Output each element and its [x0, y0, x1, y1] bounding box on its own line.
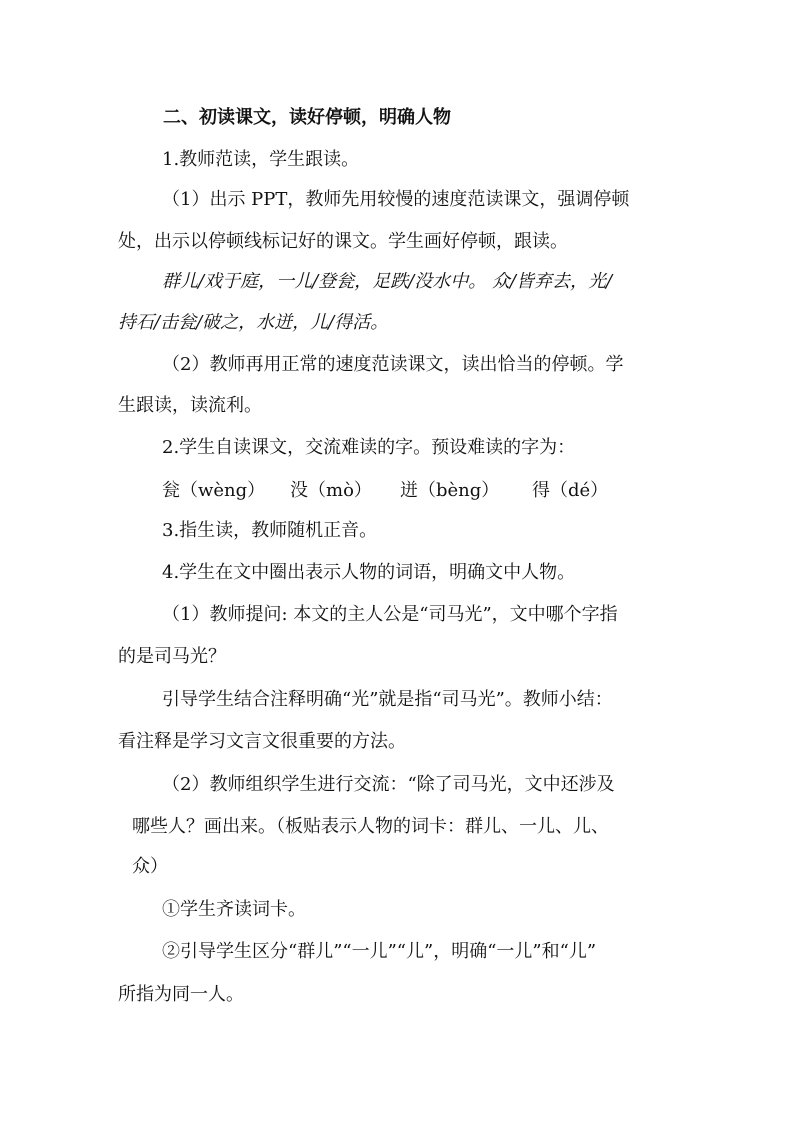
pinyin-item: 得（dé） — [532, 480, 609, 501]
paragraph-line: 众） — [132, 856, 168, 877]
paragraph-line: （2）教师组织学生进行交流：“除了司马光，文中还涉及 — [162, 774, 615, 795]
paragraph-line: 所指为同一人。 — [118, 984, 244, 1005]
paragraph-line: 3.指生读，教师随机正音。 — [162, 520, 378, 541]
classical-text-line: 群儿/戏于庭，一儿/登瓮，足跌/没水中。 众/皆弃去，光/ — [162, 271, 613, 292]
paragraph-line: 哪些人？画出来。（板贴表示人物的词卡：群儿、一儿、儿、 — [132, 816, 609, 837]
paragraph-line: 2.学生自读课文，交流难读的字。预设难读的字为： — [162, 437, 576, 458]
paragraph-line: 的是司马光？ — [118, 646, 226, 667]
paragraph-line: 生跟读，读流利。 — [118, 395, 262, 416]
classical-text-line: 持石/击瓮/破之，水迸，儿/得活。 — [118, 312, 389, 333]
list-item: ②引导学生区分“群儿”“一儿”“儿”，明确“一儿”和“儿” — [162, 941, 597, 962]
paragraph-line: 引导学生结合注释明确“光”就是指“司马光”。教师小结： — [162, 689, 613, 710]
section-heading: 二、初读课文，读好停顿，明确人物 — [163, 107, 451, 128]
pinyin-item: 瓮（wèng） — [162, 480, 266, 501]
pinyin-item: 没（mò） — [290, 480, 372, 501]
pinyin-item: 迸（bèng） — [400, 480, 500, 501]
paragraph-line: 4.学生在文中圈出表示人物的词语，明确文中人物。 — [162, 562, 576, 583]
paragraph-line: （1）教师提问: 本文的主人公是“司马光”，文中哪个字指 — [162, 604, 618, 625]
paragraph-line: （1）出示 PPT，教师先用较慢的速度范读课文，强调停顿 — [162, 189, 630, 210]
list-item: ①学生齐读词卡。 — [162, 899, 306, 920]
paragraph-line: 看注释是学习文言文很重要的方法。 — [118, 731, 406, 752]
paragraph-line: 处，出示以停顿线标记好的课文。学生画好停顿，跟读。 — [118, 231, 568, 252]
paragraph-line: 1.教师范读，学生跟读。 — [162, 149, 360, 170]
paragraph-line: （2）教师再用正常的速度范读课文，读出恰当的停顿。学 — [162, 354, 624, 375]
